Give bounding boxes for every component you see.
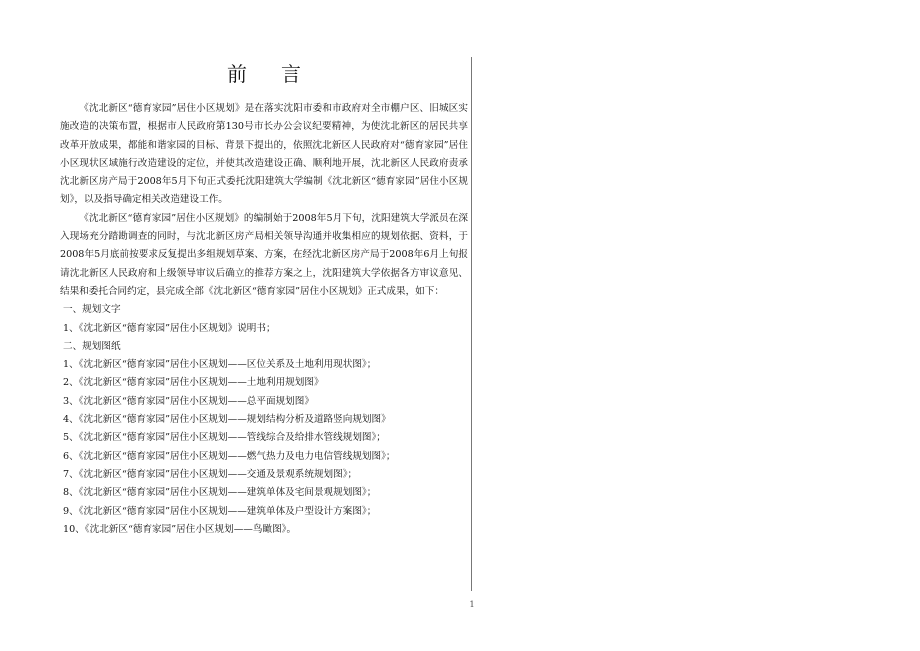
list-item: 1、《沈北新区“德育家园”居住小区规划》说明书； [63,322,276,334]
list-item: 4、《沈北新区“德育家园”居住小区规划——规划结构分析及道路竖向规划图》 [63,414,391,426]
list-item: 1、《沈北新区“德育家园”居住小区规划——区位关系及土地利用现状图》； [63,359,377,371]
list-item: 6、《沈北新区“德育家园”居住小区规划——燃气热力及电力电信管线规划图》； [63,450,396,462]
document-body [60,100,468,539]
list-item: 2、《沈北新区“德育家园”居住小区规划——土地利用规划图》 [63,377,324,389]
section-heading-drawings: 二、规划图纸 [63,340,121,352]
list-item: 3、《沈北新区“德育家园”居住小区规划——总平面规划图》 [63,395,314,407]
center-divider-line [471,57,472,591]
paragraph-2: 《沈北新区“德育家园”居住小区规划》的编制始于2008年5月下旬，沈阳建筑大学派员在深入现场充分踏勘调查的同时，与沈北新区房产局相关领导沟通并收集相应的规划依据、资料，于2008年5月底前按要求反复提出多组规划草案、方案，在经沈北新区房产局于2008年6月上旬报请沈北新区人民政府和上级领导审议后确立的推荐方案之上，沈阳建筑大学依据各方审议意见、结果和委托合同约定，县完成全部《沈北新区“德育家园”居住小区规划》正式成果，如下： [60,212,468,297]
list-item: 9、《沈北新区“德育家园”居住小区规划——建筑单体及户型设计方案图》； [63,505,377,517]
list-item: 5、《沈北新区“德育家园”居住小区规划——管线综合及给排水管线规划图》； [63,432,386,444]
page-title: 前言 [227,62,335,86]
list-item: 10、《沈北新区“德育家园”居住小区规划——鸟瞰图》。 [63,523,297,535]
list-item: 8、《沈北新区“德育家园”居住小区规划——建筑单体及宅间景观规划图》； [63,487,377,499]
paragraph-1: 《沈北新区“德育家园”居住小区规划》是在落实沈阳市委和市政府对全市棚户区、旧城区实施改造的决策布置，根据市人民政府第130号市长办公会议纪要精神，为使沈北新区的居民共享改革开放成果，都能和谐家园的目标、背景下提出的，依照沈北新区人民政府对“德育家园”居住小区现状区域施行改造建设的定位，并使其改造建设正确、顺利地开展，沈北新区人民政府责承沈北新区房产局于2008年5月下旬正式委托沈阳建筑大学编制《沈北新区“德育家园”居住小区规划》，以及指导确定相关改造建设工作。 [60,103,468,206]
section-heading-text: 一、规划文字 [63,304,121,316]
list-item: 7、《沈北新区“德育家园”居住小区规划——交通及景观系统规划图》； [63,468,358,480]
page-number: 1 [469,600,475,609]
